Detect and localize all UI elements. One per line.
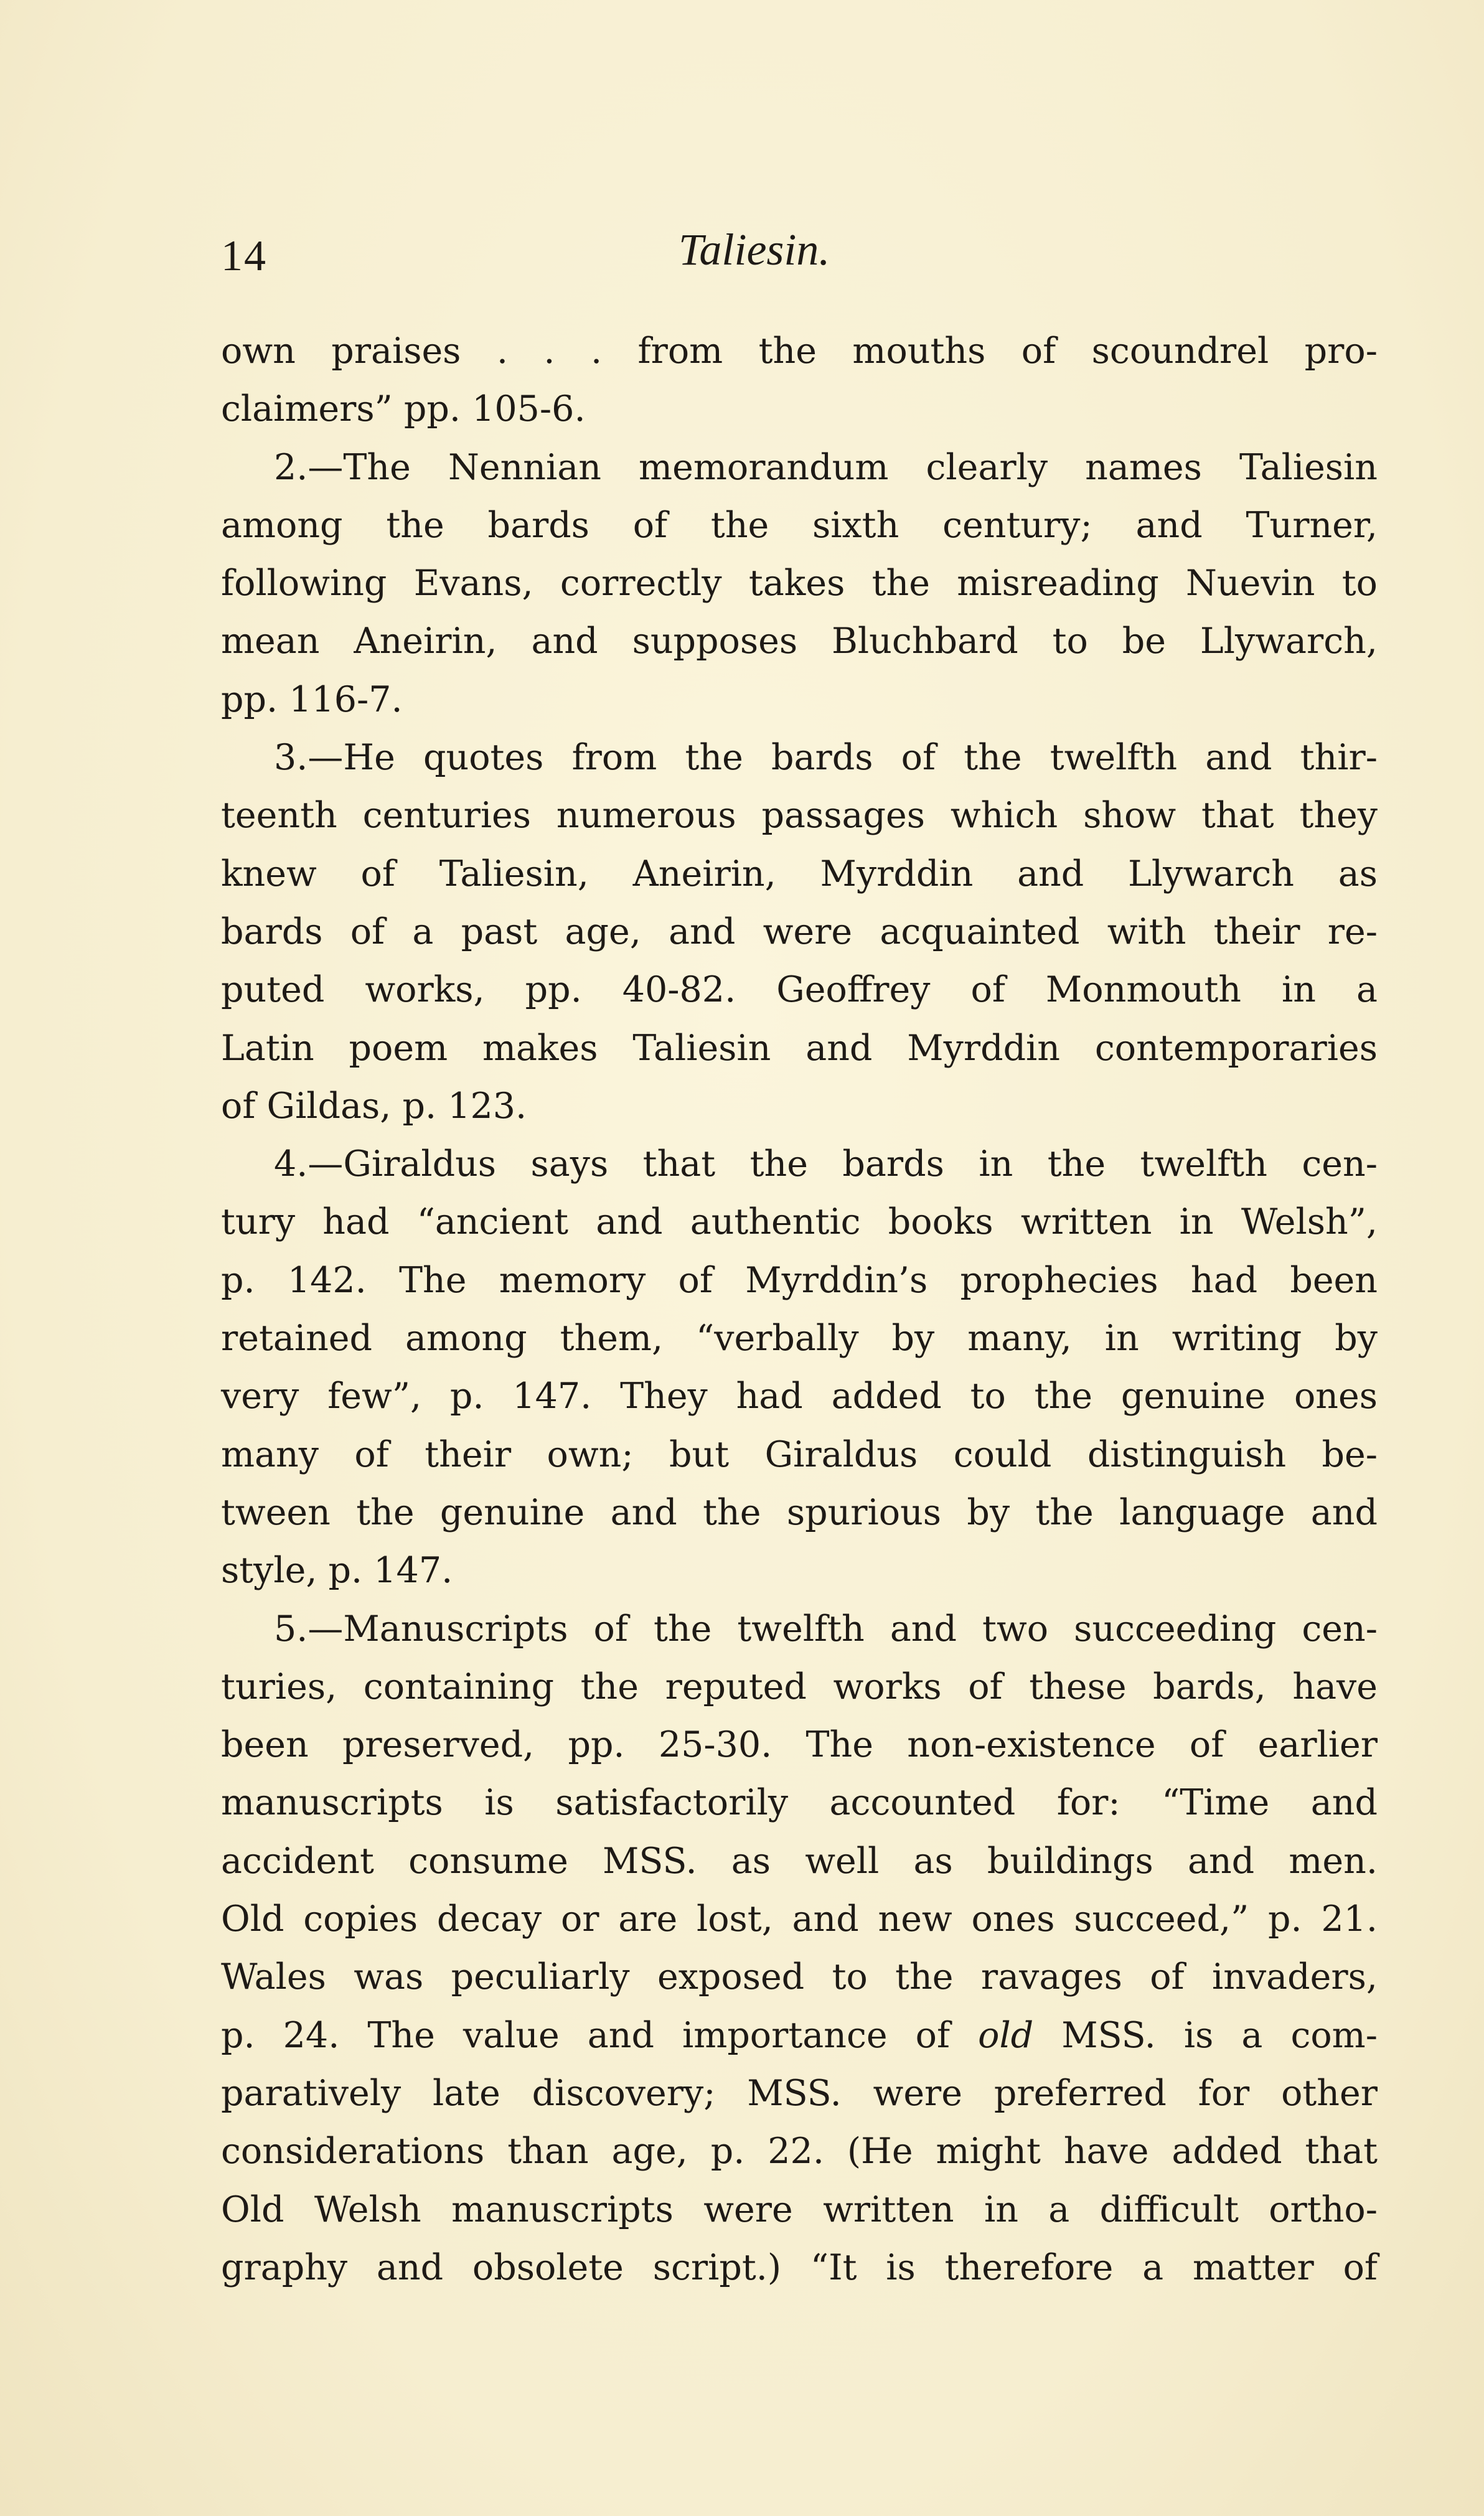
text-line: pp. 116-7. [221, 678, 403, 720]
text-line: accident consume MSS. as well as buildings and men. [221, 1840, 1378, 1882]
page-header [0, 224, 1484, 299]
running-title: Taliesin. [679, 225, 830, 275]
text-line: following Evans, correctly takes the misreading Nuevin to [221, 563, 1378, 604]
page-number: 14 [221, 232, 267, 280]
text-line: Old Welsh manuscripts were written in a difficult ortho- [221, 2189, 1378, 2230]
text-line: Wales was peculiarly exposed to the ravages of invaders, [221, 1956, 1378, 1998]
text-span: MSS. is a com- [1033, 2014, 1378, 2056]
text-line: very few”, p. 147. They had added to the genuine ones [221, 1376, 1378, 1417]
text-line: considerations than age, p. 22. (He might have added that [221, 2131, 1378, 2172]
text-line: teenth centuries numerous passages which show that they [221, 795, 1378, 837]
text-line: Old copies decay or are lost, and new ones succeed,” p. 21. [221, 1899, 1378, 1940]
text-line: tween the genuine and the spurious by the language and [221, 1491, 1378, 1533]
text-line: turies, containing the reputed works of these bards, have [221, 1666, 1378, 1707]
text-line: 4.—Giraldus says that the bards in the twelfth cen- [274, 1143, 1378, 1185]
text-line: paratively late discovery; MSS. were preferred for other [221, 2072, 1378, 2114]
text-line: style, p. 147. [221, 1550, 453, 1592]
text-line: manuscripts is satisfactorily accounted for: “Time and [221, 1782, 1378, 1824]
text-line: 3.—He quotes from the bards of the twelfth and thir- [274, 737, 1378, 779]
body-text [221, 322, 1378, 2297]
text-line [221, 2007, 1378, 2065]
text-line: of Gildas, p. 123. [221, 1085, 527, 1127]
text-line: 2.—The Nennian memorandum clearly names Taliesin [274, 446, 1378, 488]
text-span: p. 24. The value and importance of [221, 2014, 979, 2056]
italic-word: old [978, 2014, 1034, 2056]
text-line: puted works, pp. 40-82. Geoffrey of Monmouth in a [221, 969, 1378, 1011]
text-line: 5.—Manuscripts of the twelfth and two succeeding cen- [274, 1608, 1378, 1650]
text-line: p. 142. The memory of Myrddin’s prophecies had been [221, 1259, 1378, 1301]
text-line: retained among them, “verbally by many, in writing by [221, 1318, 1378, 1359]
text-line: many of their own; but Giraldus could distinguish be- [221, 1434, 1378, 1475]
text-line: knew of Taliesin, Aneirin, Myrddin and Llywarch as [221, 853, 1378, 894]
text-line: own praises . . . from the mouths of scoundrel pro- [221, 331, 1378, 372]
text-line: claimers” pp. 105-6. [221, 388, 586, 430]
text-line: mean Aneirin, and supposes Bluchbard to be Llywarch, [221, 621, 1378, 662]
text-line: been preserved, pp. 25-30. The non-existence of earlier [221, 1724, 1378, 1766]
text-line: among the bards of the sixth century; and Turner, [221, 504, 1378, 546]
text-line: bards of a past age, and were acquainted with their re- [221, 911, 1378, 952]
text-line: tury had “ancient and authentic books written in Welsh”, [221, 1201, 1378, 1243]
text-line: Latin poem makes Taliesin and Myrddin contemporaries [221, 1027, 1378, 1069]
text-line: graphy and obsolete script.) “It is therefore a matter of [221, 2246, 1378, 2288]
